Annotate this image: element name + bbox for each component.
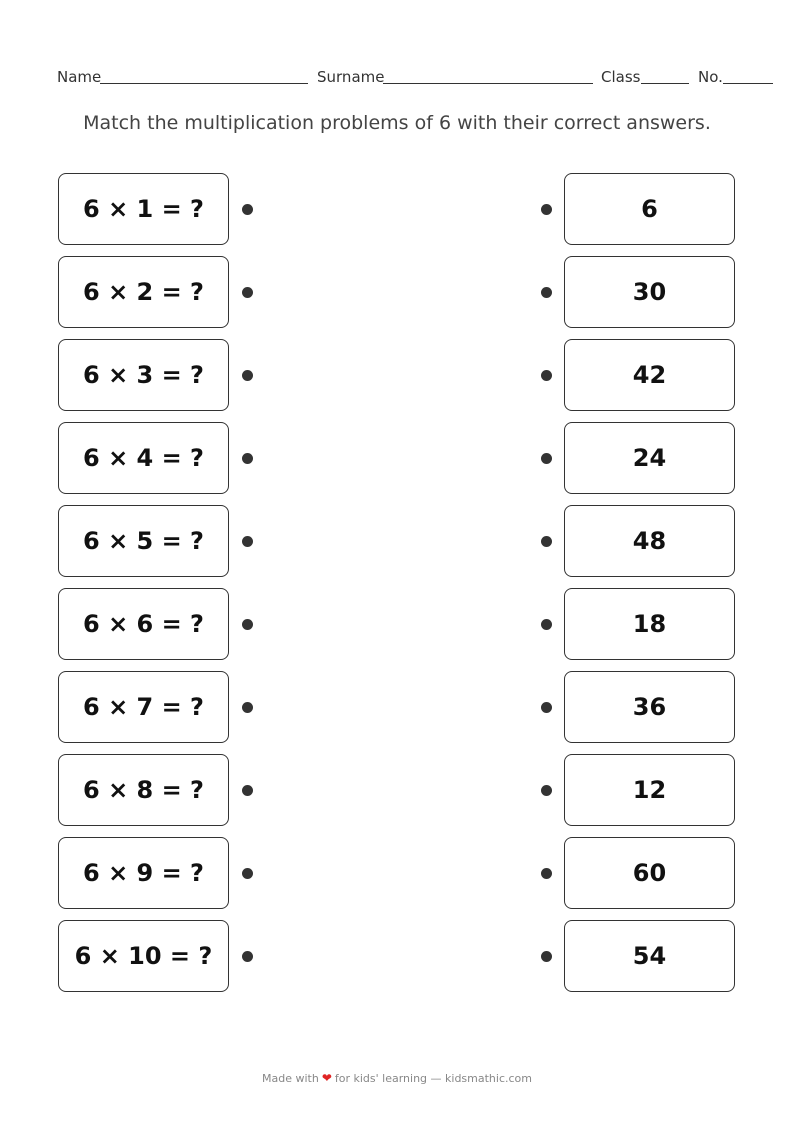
class-label: Class (601, 68, 641, 86)
problem-connector-dot[interactable] (242, 287, 253, 298)
problem-connector-dot[interactable] (242, 702, 253, 713)
answer-card: 42 (564, 339, 735, 411)
number-field-line[interactable] (723, 83, 773, 84)
answer-card: 48 (564, 505, 735, 577)
answer-card: 54 (564, 920, 735, 992)
problem-card: 6 × 7 = ? (58, 671, 229, 743)
answer-connector-dot[interactable] (541, 785, 552, 796)
answer-connector-dot[interactable] (541, 204, 552, 215)
answer-connector-dot[interactable] (541, 453, 552, 464)
class-field-line[interactable] (641, 83, 689, 84)
answer-connector-dot[interactable] (541, 370, 552, 381)
problem-card: 6 × 1 = ? (58, 173, 229, 245)
surname-field-line[interactable] (383, 83, 593, 84)
answer-connector-dot[interactable] (541, 536, 552, 547)
answer-card: 6 (564, 173, 735, 245)
name-field-line[interactable] (100, 83, 308, 84)
footer-prefix: Made with (261, 1072, 319, 1085)
problem-connector-dot[interactable] (242, 868, 253, 879)
problem-card: 6 × 5 = ? (58, 505, 229, 577)
answer-card: 30 (564, 256, 735, 328)
answer-connector-dot[interactable] (541, 619, 552, 630)
problem-connector-dot[interactable] (242, 619, 253, 630)
problem-connector-dot[interactable] (242, 453, 253, 464)
problem-card: 6 × 2 = ? (58, 256, 229, 328)
problem-card: 6 × 9 = ? (58, 837, 229, 909)
heart-icon: ❤ (321, 1071, 332, 1085)
answer-card: 18 (564, 588, 735, 660)
student-info-header (57, 68, 773, 88)
answer-card: 12 (564, 754, 735, 826)
footer-suffix: for kids' learning — kidsmathic.com (334, 1072, 532, 1085)
problem-connector-dot[interactable] (242, 536, 253, 547)
answer-connector-dot[interactable] (541, 868, 552, 879)
problem-card: 6 × 4 = ? (58, 422, 229, 494)
name-label: Name (57, 68, 102, 86)
answer-connector-dot[interactable] (541, 702, 552, 713)
footer (0, 1071, 794, 1085)
answer-card: 36 (564, 671, 735, 743)
problem-card: 6 × 6 = ? (58, 588, 229, 660)
problem-connector-dot[interactable] (242, 370, 253, 381)
answer-connector-dot[interactable] (541, 287, 552, 298)
problem-connector-dot[interactable] (242, 204, 253, 215)
answer-card: 24 (564, 422, 735, 494)
problem-connector-dot[interactable] (242, 951, 253, 962)
answer-card: 60 (564, 837, 735, 909)
problem-card: 6 × 10 = ? (58, 920, 229, 992)
instruction-text: Match the multiplication problems of 6 with their correct answers. (83, 112, 711, 134)
number-label: No. (698, 68, 723, 86)
problem-connector-dot[interactable] (242, 785, 253, 796)
answer-connector-dot[interactable] (541, 951, 552, 962)
surname-label: Surname (317, 68, 385, 86)
problem-card: 6 × 8 = ? (58, 754, 229, 826)
problem-card: 6 × 3 = ? (58, 339, 229, 411)
